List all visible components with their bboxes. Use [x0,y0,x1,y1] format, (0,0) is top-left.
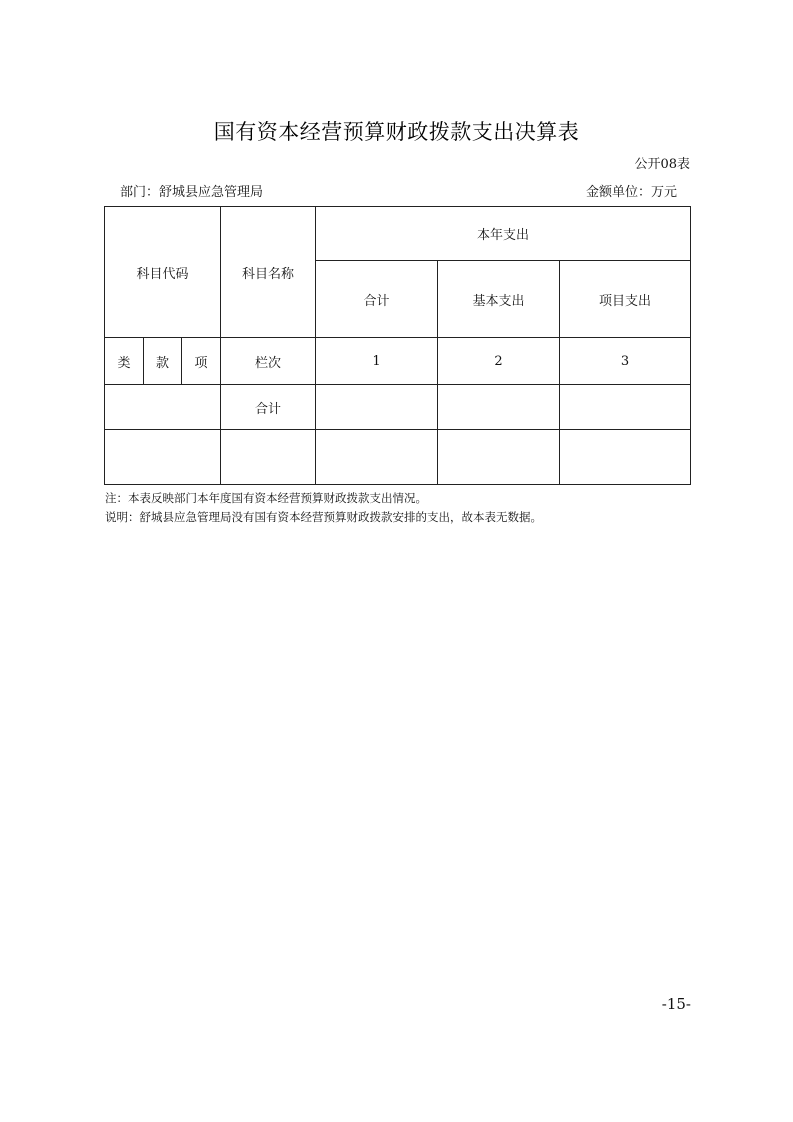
table-row [105,385,691,430]
sub-header-xiang: 项 [182,338,221,385]
sub-header-lei: 类 [105,338,144,385]
header-subject-code: 科目代码 [105,207,221,338]
explanation-text: 说明：舒城县应急管理局没有国有资本经营预算财政拨款安排的支出，故本表无数据。 [105,510,542,524]
page-title: 国有资本经营预算财政拨款支出决算表 [213,120,580,144]
column-index-2: 2 [438,338,560,385]
column-index-3: 3 [560,338,691,385]
note-text: 注：本表反映部门本年度国有资本经营预算财政拨款支出情况。 [105,491,427,505]
header-subject-name: 科目名称 [221,207,316,338]
empty-row-code [105,430,221,485]
total-row-basic [438,385,560,430]
empty-row-total [316,430,438,485]
header-total: 合计 [316,261,438,338]
unit-label: 金额单位：万元 [585,185,677,200]
form-number: 公开08表 [634,157,690,172]
header-basic: 基本支出 [438,261,560,338]
header-project: 项目支出 [560,261,691,338]
empty-row-name [221,430,316,485]
total-row-label: 合计 [221,385,316,430]
total-row-total [316,385,438,430]
sub-header-kuan: 款 [144,338,182,385]
total-row-code [105,385,221,430]
row-index-label: 栏次 [221,338,316,385]
column-index-1: 1 [316,338,438,385]
empty-row-basic [438,430,560,485]
table-row [105,430,691,485]
department-label: 部门：舒城县应急管理局 [120,185,264,200]
page-number: -15- [661,995,691,1013]
notes [105,489,542,527]
expenditure-table [104,206,691,485]
empty-row-project [560,430,691,485]
total-row-project [560,385,691,430]
header-current-year: 本年支出 [316,207,691,261]
